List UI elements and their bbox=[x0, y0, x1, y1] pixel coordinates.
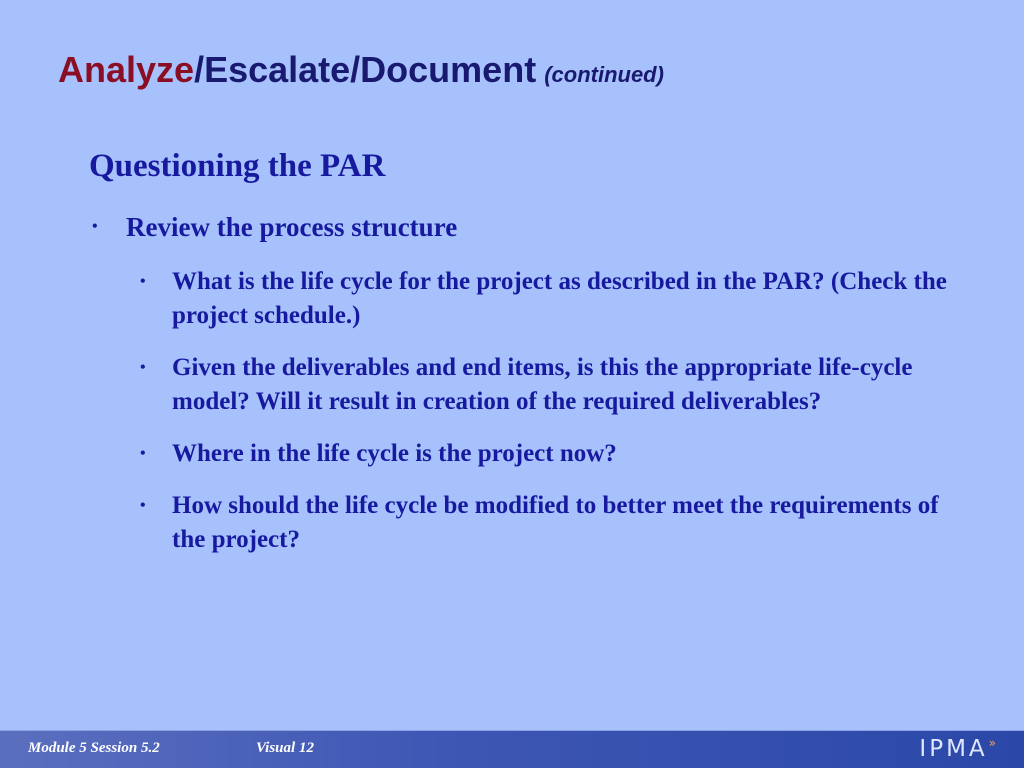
title-highlight: Analyze bbox=[58, 49, 195, 90]
title-rest: /Escalate/Document bbox=[194, 49, 537, 90]
sub-bullet bbox=[140, 489, 960, 557]
slide-title bbox=[58, 46, 664, 99]
sub-bullet-text: Given the deliverables and end items, is this the appropriate life-cycle model? Will it result in creation of the required deliverables? bbox=[172, 354, 913, 415]
sub-bullet bbox=[140, 351, 960, 419]
main-bullet-text: Review the process structure bbox=[126, 212, 458, 242]
bullet-icon: • bbox=[140, 359, 146, 376]
logo-text: IPMA bbox=[919, 736, 988, 762]
sub-bullet-list bbox=[140, 265, 960, 575]
section-heading: Questioning the PAR bbox=[89, 148, 386, 184]
sub-bullet bbox=[140, 265, 960, 333]
main-bullet bbox=[92, 209, 457, 245]
footer-visual-label: Visual 12 bbox=[256, 740, 314, 756]
footer-module-label: Module 5 Session 5.2 bbox=[28, 740, 160, 756]
sub-bullet bbox=[140, 437, 960, 471]
sub-bullet-text: Where in the life cycle is the project now? bbox=[172, 440, 617, 467]
footer-bar bbox=[0, 730, 1024, 768]
bullet-icon: • bbox=[92, 218, 98, 235]
sub-bullet-text: How should the life cycle be modified to better meet the requirements of the project? bbox=[172, 492, 939, 553]
bullet-icon: • bbox=[140, 273, 146, 290]
logo-chevron-icon: » bbox=[988, 736, 996, 750]
title-suffix: (continued) bbox=[544, 62, 664, 87]
sub-bullet-text: What is the life cycle for the project as described in the PAR? (Check the project schedule.) bbox=[172, 268, 947, 329]
ipma-logo bbox=[919, 736, 996, 762]
bullet-icon: • bbox=[140, 445, 146, 462]
bullet-icon: • bbox=[140, 497, 146, 514]
